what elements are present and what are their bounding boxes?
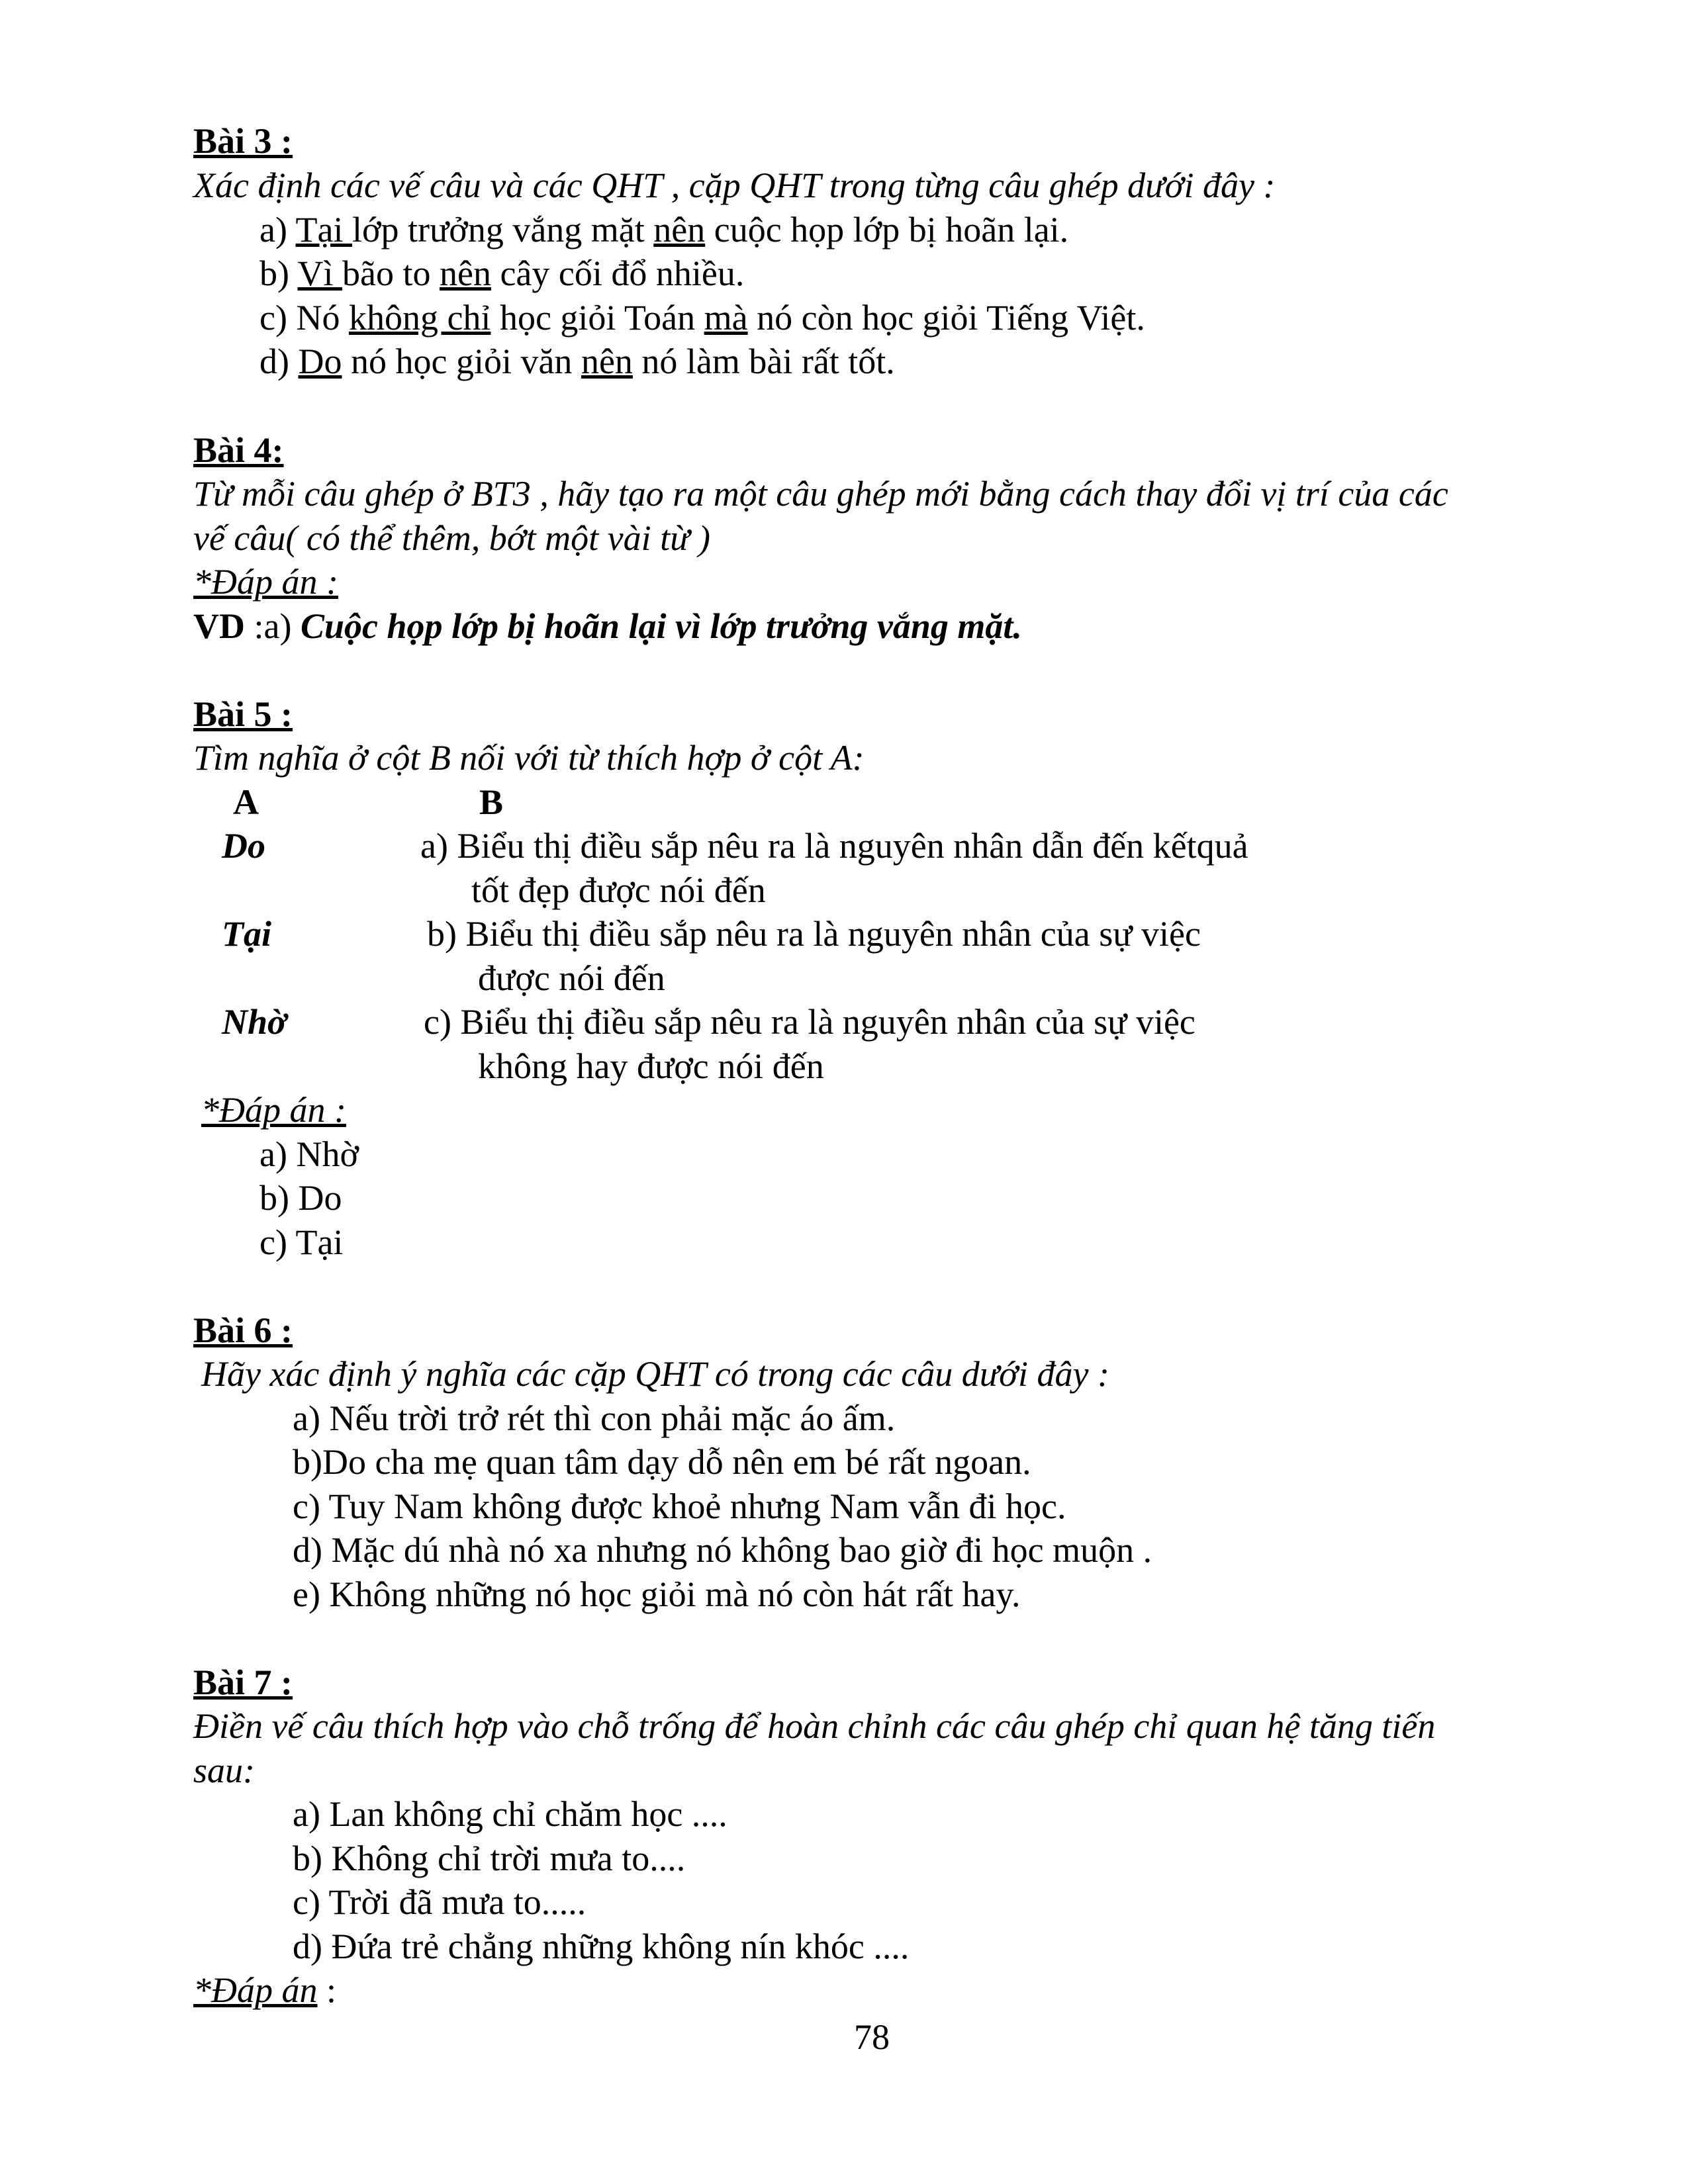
bai5-answer-a: a) Nhờ (259, 1134, 359, 1174)
column-b-header: B (479, 782, 504, 822)
bai5-answer-b: b) Do (259, 1178, 342, 1218)
bai4-answer-label: *Đáp án : (193, 562, 338, 602)
bai6-item-b: b)Do cha mẹ quan tâm dạy dỗ nên em bé rất ngoan. (293, 1442, 1031, 1482)
column-a-header: A (233, 782, 259, 822)
bai5-answer-c: c) Tại (259, 1222, 344, 1262)
column-a-word-tai: Tại (222, 914, 271, 954)
bai6-heading: Bài 6 : (193, 1310, 293, 1350)
bai3-item-b: b) Vì bão to nên cây cối đổ nhiều. (259, 253, 745, 293)
bai4-heading: Bài 4: (193, 430, 284, 470)
bai7-answer-label: *Đáp án : (193, 1970, 337, 2010)
bai5-prompt: Tìm nghĩa ở cột B nối với từ thích hợp ở cột A: (193, 738, 865, 778)
bai7-item-d: d) Đứa trẻ chẳng những không nín khóc .... (293, 1927, 910, 1966)
column-b-meaning-a-line-1: a) Biểu thị điều sắp nêu ra là nguyên nhân dẫn đến kếtquả (420, 826, 1248, 866)
bai7-item-b: b) Không chỉ trời mưa to.... (293, 1839, 686, 1878)
column-b-meaning-a-line-2: tốt đẹp được nói đến (471, 870, 766, 910)
bai7-prompt-line-1: Điền vế câu thích hợp vào chỗ trống để hoàn chỉnh các câu ghép chỉ quan hệ tăng tiến (193, 1706, 1436, 1746)
bai6-item-c: c) Tuy Nam không được khoẻ nhưng Nam vẫn đi học. (293, 1486, 1066, 1526)
column-a-word-nho: Nhờ (222, 1002, 287, 1042)
page-number: 78 (854, 2017, 890, 2057)
bai7-heading: Bài 7 : (193, 1662, 293, 1702)
bai6-item-e: e) Không những nó học giỏi mà nó còn hát rất hay. (293, 1574, 1021, 1614)
column-b-meaning-b-line-1: b) Biểu thị điều sắp nêu ra là nguyên nhân của sự việc (427, 914, 1201, 954)
bai4-prompt-line-1: Từ mỗi câu ghép ở BT3 , hãy tạo ra một câu ghép mới bằng cách thay đổi vị trí của các (193, 474, 1448, 514)
bai7-item-c: c) Trời đã mưa to..... (293, 1882, 586, 1922)
column-b-meaning-b-line-2: được nói đến (478, 958, 665, 998)
bai3-item-c: c) Nó không chỉ học giỏi Toán mà nó còn học giỏi Tiếng Việt. (259, 298, 1145, 338)
bai5-answer-label: *Đáp án : (201, 1090, 346, 1130)
bai5-heading: Bài 5 : (193, 694, 293, 734)
bai3-heading: Bài 3 : (193, 121, 293, 161)
column-a-word-do: Do (222, 826, 265, 866)
bai3-prompt: Xác định các vế câu và các QHT , cặp QHT trong từng câu ghép dưới đây : (193, 165, 1276, 205)
bai7-item-a: a) Lan không chỉ chăm học .... (293, 1794, 727, 1834)
column-b-meaning-c-line-1: c) Biểu thị điều sắp nêu ra là nguyên nhân của sự việc (424, 1002, 1196, 1042)
bai7-prompt-line-2: sau: (193, 1751, 255, 1790)
bai6-item-a: a) Nếu trời trở rét thì con phải mặc áo ấm. (293, 1398, 896, 1438)
bai4-prompt-line-2: vế câu( có thể thêm, bớt một vài từ ) (193, 518, 711, 558)
bai6-item-d: d) Mặc dú nhà nó xa nhưng nó không bao giờ đi học muộn . (293, 1530, 1152, 1570)
column-b-meaning-c-line-2: không hay được nói đến (478, 1046, 824, 1086)
bai3-item-d: d) Do nó học giỏi văn nên nó làm bài rất tốt. (259, 341, 895, 381)
bai4-example: VD :a) Cuộc họp lớp bị hoãn lại vì lớp trưởng vắng mặt. (193, 606, 1022, 646)
bai6-prompt: Hãy xác định ý nghĩa các cặp QHT có trong các câu dưới đây : (201, 1354, 1109, 1394)
bai3-item-a: a) Tại lớp trưởng vắng mặt nên cuộc họp lớp bị hoãn lại. (259, 210, 1069, 250)
